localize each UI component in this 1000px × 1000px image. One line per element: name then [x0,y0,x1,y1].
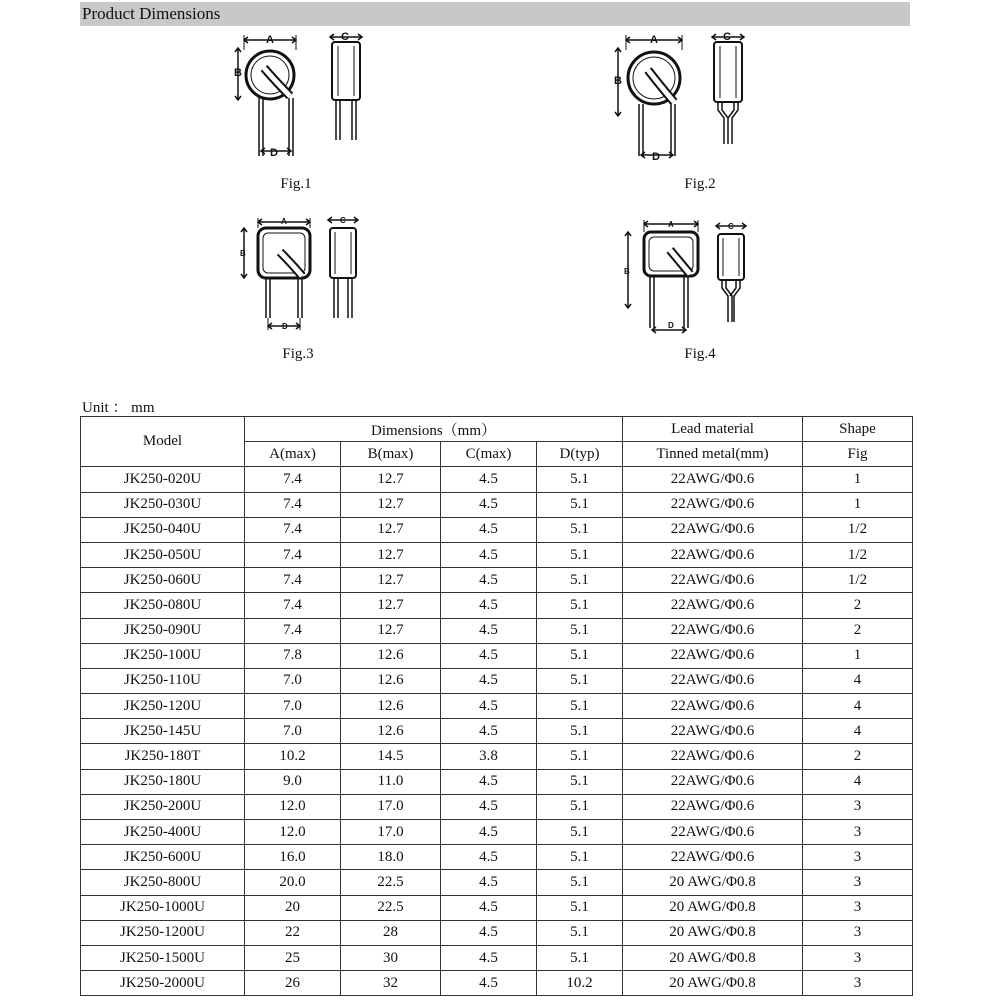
table-row [81,895,913,920]
column-header-shape: Shape [803,417,913,442]
cell-c-max: 4.5 [441,719,537,744]
cell-b-max: 30 [341,945,441,970]
cell-b-max: 32 [341,971,441,996]
figure-4-drawing [618,216,778,346]
cell-model: JK250-050U [81,542,245,567]
table-row [81,820,913,845]
cell-model: JK250-030U [81,492,245,517]
cell-d-typ: 5.1 [537,845,623,870]
svg-text:D: D [282,322,288,331]
cell-model: JK250-100U [81,643,245,668]
cell-shape-fig: 4 [803,694,913,719]
cell-a-max: 20.0 [245,870,341,895]
cell-shape-fig: 1 [803,643,913,668]
cell-d-typ: 5.1 [537,694,623,719]
cell-lead-material: 22AWG/Φ0.6 [623,593,803,618]
column-header-dimensions: Dimensions（mm） [245,417,623,442]
cell-lead-material: 22AWG/Φ0.6 [623,568,803,593]
cell-shape-fig: 2 [803,744,913,769]
figure-3-drawing [232,212,392,342]
table-row [81,668,913,693]
cell-lead-material: 22AWG/Φ0.6 [623,618,803,643]
cell-model: JK250-145U [81,719,245,744]
figure-1-caption: Fig.1 [280,176,312,192]
cell-shape-fig: 3 [803,845,913,870]
cell-a-max: 7.4 [245,542,341,567]
svg-text:A: A [266,34,274,46]
cell-lead-material: 22AWG/Φ0.6 [623,517,803,542]
cell-a-max: 12.0 [245,820,341,845]
cell-model: JK250-110U [81,668,245,693]
cell-a-max: 9.0 [245,769,341,794]
table-row [81,719,913,744]
cell-b-max: 14.5 [341,744,441,769]
cell-c-max: 4.5 [441,895,537,920]
cell-b-max: 12.7 [341,467,441,492]
cell-shape-fig: 3 [803,820,913,845]
cell-d-typ: 5.1 [537,568,623,593]
cell-c-max: 4.5 [441,794,537,819]
svg-text:B: B [234,67,242,79]
cell-lead-material: 22AWG/Φ0.6 [623,794,803,819]
table-row [81,845,913,870]
table-row [81,568,913,593]
cell-model: JK250-060U [81,568,245,593]
cell-c-max: 4.5 [441,542,537,567]
cell-c-max: 4.5 [441,643,537,668]
cell-d-typ: 5.1 [537,769,623,794]
cell-d-typ: 5.1 [537,794,623,819]
cell-lead-material: 22AWG/Φ0.6 [623,769,803,794]
table-row [81,542,913,567]
cell-model: JK250-2000U [81,971,245,996]
cell-d-typ: 5.1 [537,870,623,895]
cell-lead-material: 22AWG/Φ0.6 [623,744,803,769]
cell-model: JK250-1500U [81,945,245,970]
table-row [81,694,913,719]
cell-model: JK250-400U [81,820,245,845]
column-header-d: D(typ) [537,442,623,467]
cell-c-max: 4.5 [441,845,537,870]
dimensions-table [80,416,913,996]
cell-d-typ: 5.1 [537,542,623,567]
table-row [81,643,913,668]
unit-label: Unit ： mm [82,400,155,416]
cell-b-max: 12.7 [341,492,441,517]
cell-a-max: 7.0 [245,719,341,744]
cell-lead-material: 20 AWG/Φ0.8 [623,971,803,996]
cell-model: JK250-120U [81,694,245,719]
cell-a-max: 7.0 [245,668,341,693]
cell-b-max: 22.5 [341,895,441,920]
cell-b-max: 12.7 [341,568,441,593]
cell-b-max: 12.7 [341,517,441,542]
cell-lead-material: 22AWG/Φ0.6 [623,467,803,492]
cell-d-typ: 5.1 [537,719,623,744]
cell-b-max: 12.7 [341,618,441,643]
svg-text:A: A [650,34,658,46]
cell-d-typ: 5.1 [537,618,623,643]
cell-a-max: 7.4 [245,467,341,492]
cell-lead-material: 20 AWG/Φ0.8 [623,945,803,970]
cell-b-max: 22.5 [341,870,441,895]
cell-shape-fig: 3 [803,870,913,895]
figure-2-caption: Fig.2 [684,176,716,192]
cell-c-max: 4.5 [441,467,537,492]
cell-d-typ: 5.1 [537,467,623,492]
cell-shape-fig: 4 [803,668,913,693]
svg-text:A: A [668,220,674,229]
cell-d-typ: 5.1 [537,920,623,945]
cell-d-typ: 5.1 [537,945,623,970]
cell-lead-material: 20 AWG/Φ0.8 [623,870,803,895]
cell-d-typ: 5.1 [537,744,623,769]
cell-b-max: 12.6 [341,643,441,668]
cell-lead-material: 22AWG/Φ0.6 [623,820,803,845]
cell-c-max: 4.5 [441,568,537,593]
table-body [81,467,913,996]
svg-text:B: B [614,75,622,87]
column-header-lead-material: Lead material [623,417,803,442]
cell-c-max: 4.5 [441,618,537,643]
cell-shape-fig: 2 [803,593,913,618]
cell-model: JK250-020U [81,467,245,492]
cell-lead-material: 22AWG/Φ0.6 [623,668,803,693]
cell-model: JK250-040U [81,517,245,542]
cell-shape-fig: 3 [803,971,913,996]
cell-c-max: 4.5 [441,769,537,794]
figure-2-drawing [608,28,768,168]
cell-a-max: 10.2 [245,744,341,769]
cell-shape-fig: 3 [803,895,913,920]
cell-c-max: 4.5 [441,820,537,845]
cell-d-typ: 10.2 [537,971,623,996]
cell-a-max: 7.8 [245,643,341,668]
table-row [81,971,913,996]
column-header-a: A(max) [245,442,341,467]
cell-shape-fig: 1 [803,492,913,517]
cell-lead-material: 22AWG/Φ0.6 [623,542,803,567]
cell-a-max: 7.4 [245,618,341,643]
cell-a-max: 22 [245,920,341,945]
table-row [81,870,913,895]
cell-d-typ: 5.1 [537,643,623,668]
figure-1-drawing [228,28,388,168]
cell-b-max: 17.0 [341,820,441,845]
cell-model: JK250-800U [81,870,245,895]
cell-d-typ: 5.1 [537,492,623,517]
cell-b-max: 17.0 [341,794,441,819]
cell-a-max: 7.4 [245,568,341,593]
svg-text:C: C [340,216,346,225]
table-row [81,593,913,618]
cell-a-max: 26 [245,971,341,996]
column-header-fig: Fig [803,442,913,467]
cell-model: JK250-180T [81,744,245,769]
cell-b-max: 11.0 [341,769,441,794]
cell-model: JK250-1200U [81,920,245,945]
figure-3-caption: Fig.3 [282,346,314,362]
svg-text:B: B [240,249,246,258]
column-header-model: Model [81,417,245,467]
table-row [81,618,913,643]
cell-shape-fig: 1/2 [803,517,913,542]
cell-model: JK250-1000U [81,895,245,920]
table-row [81,517,913,542]
cell-model: JK250-200U [81,794,245,819]
cell-c-max: 4.5 [441,945,537,970]
cell-model: JK250-090U [81,618,245,643]
cell-d-typ: 5.1 [537,895,623,920]
cell-c-max: 4.5 [441,593,537,618]
cell-lead-material: 22AWG/Φ0.6 [623,643,803,668]
cell-b-max: 18.0 [341,845,441,870]
table-row [81,744,913,769]
svg-text:D: D [270,147,278,159]
svg-text:D: D [652,151,660,163]
cell-c-max: 4.5 [441,920,537,945]
cell-c-max: 4.5 [441,694,537,719]
cell-c-max: 3.8 [441,744,537,769]
cell-a-max: 25 [245,945,341,970]
svg-text:B: B [624,267,630,276]
cell-d-typ: 5.1 [537,593,623,618]
cell-c-max: 4.5 [441,517,537,542]
cell-lead-material: 22AWG/Φ0.6 [623,694,803,719]
table-header-row-1 [81,417,913,442]
cell-a-max: 7.0 [245,694,341,719]
column-header-b: B(max) [341,442,441,467]
cell-c-max: 4.5 [441,971,537,996]
cell-lead-material: 22AWG/Φ0.6 [623,492,803,517]
cell-c-max: 4.5 [441,668,537,693]
svg-text:C: C [341,31,349,43]
cell-shape-fig: 4 [803,719,913,744]
cell-shape-fig: 3 [803,945,913,970]
cell-shape-fig: 1 [803,467,913,492]
cell-model: JK250-080U [81,593,245,618]
table-row [81,794,913,819]
cell-lead-material: 22AWG/Φ0.6 [623,845,803,870]
cell-d-typ: 5.1 [537,517,623,542]
table-row [81,920,913,945]
figure-4-caption: Fig.4 [684,346,716,362]
cell-shape-fig: 2 [803,618,913,643]
svg-text:D: D [668,321,674,330]
cell-shape-fig: 3 [803,794,913,819]
column-header-c: C(max) [441,442,537,467]
cell-a-max: 20 [245,895,341,920]
cell-c-max: 4.5 [441,492,537,517]
cell-d-typ: 5.1 [537,668,623,693]
cell-b-max: 28 [341,920,441,945]
cell-a-max: 12.0 [245,794,341,819]
cell-model: JK250-600U [81,845,245,870]
column-header-tinned-metal: Tinned metal(mm) [623,442,803,467]
cell-c-max: 4.5 [441,870,537,895]
table-row [81,769,913,794]
cell-shape-fig: 1/2 [803,542,913,567]
table-row [81,492,913,517]
cell-b-max: 12.6 [341,694,441,719]
cell-b-max: 12.7 [341,542,441,567]
cell-lead-material: 22AWG/Φ0.6 [623,719,803,744]
cell-a-max: 7.4 [245,593,341,618]
cell-shape-fig: 3 [803,920,913,945]
cell-a-max: 7.4 [245,492,341,517]
svg-text:A: A [281,217,287,226]
cell-shape-fig: 1/2 [803,568,913,593]
cell-b-max: 12.6 [341,668,441,693]
table-row [81,945,913,970]
svg-text:C: C [723,31,731,43]
table-row [81,467,913,492]
cell-shape-fig: 4 [803,769,913,794]
cell-b-max: 12.6 [341,719,441,744]
cell-a-max: 16.0 [245,845,341,870]
svg-text:C: C [728,222,734,231]
cell-model: JK250-180U [81,769,245,794]
section-title: Product Dimensions [80,2,910,26]
cell-lead-material: 20 AWG/Φ0.8 [623,920,803,945]
cell-d-typ: 5.1 [537,820,623,845]
cell-b-max: 12.7 [341,593,441,618]
cell-a-max: 7.4 [245,517,341,542]
cell-lead-material: 20 AWG/Φ0.8 [623,895,803,920]
